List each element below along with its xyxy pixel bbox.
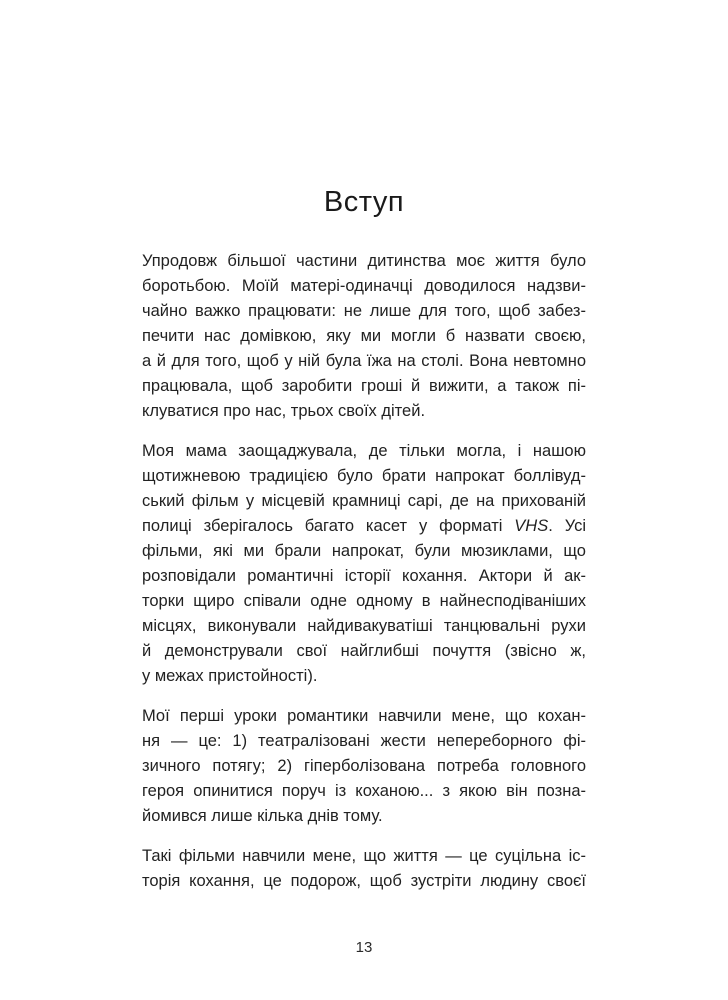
text-line (142, 439, 586, 464)
text-segment: а й для того, щоб у ній була їжа на столі. Вона невтомно (142, 352, 586, 370)
page-number: 13 (355, 939, 373, 956)
text-segment: Моя мама заощаджувала, де тільки могла, і нашою (142, 442, 586, 460)
text-line (142, 589, 586, 614)
text-line (142, 754, 586, 779)
text-line (142, 729, 586, 754)
text-segment: ський фільм у місцевій крамниці сарі, де на прихованій (142, 492, 586, 510)
text-segment: працювала, щоб заробити гроші й вижити, а також пі- (142, 377, 586, 395)
text-segment: ня — це: 1) театралізовані жести непереборного фі- (142, 732, 586, 750)
text-segment: торки щиро співали одне одному в найнесподіваніших (142, 592, 586, 610)
paragraph (142, 249, 586, 424)
text-segment: Упродовж більшої частини дитинства моє життя було (142, 252, 586, 270)
text-segment: й демонстрували свої найглибші почуття (звісно ж, (142, 642, 586, 660)
italic-text: VHS (514, 517, 549, 535)
text-line (142, 374, 586, 399)
text-segment: зичного потягу; 2) гіперболізована потреба головного (142, 757, 586, 775)
text-segment: боротьбою. Моїй матері-одиначці доводилося надзви- (142, 277, 586, 295)
chapter-title: Вступ (323, 186, 405, 218)
text-segment: печити нас домівкою, яку ми могли б назвати своєю, (142, 327, 586, 345)
text-line (142, 399, 586, 424)
text-segment: торія кохання, це подорож, щоб зустріти людину своєї (142, 872, 586, 890)
text-segment: полиці зберігалось багато касет у форматі (142, 517, 515, 535)
text-line (142, 489, 586, 514)
text-segment: . Усі (548, 517, 586, 535)
text-line (142, 564, 586, 589)
text-segment: місцях, виконували найдивакуватіші танцювальні рухи (142, 617, 586, 635)
paragraph (142, 844, 586, 894)
text-line (142, 664, 586, 689)
text-line (142, 274, 586, 299)
paragraph (142, 704, 586, 829)
text-segment: Мої перші уроки романтики навчили мене, що кохан- (142, 707, 586, 725)
text-segment: у межах пристойності). (142, 667, 318, 685)
text-line (142, 324, 586, 349)
text-segment: щотижневою традицією було брати напрокат боллівуд- (142, 467, 586, 485)
paragraph (142, 439, 586, 689)
text-line (142, 249, 586, 274)
text-line (142, 299, 586, 324)
text-line (142, 514, 586, 539)
text-line (142, 844, 586, 869)
text-line (142, 804, 586, 829)
text-segment: йомився лише кілька днів тому. (142, 807, 383, 825)
text-segment: фільми, які ми брали напрокат, були мюзиклами, що (142, 542, 586, 560)
text-line (142, 539, 586, 564)
text-segment: Такі фільми навчили мене, що життя — це суцільна іс- (142, 847, 586, 865)
text-segment: клуватися про нас, трьох своїх дітей. (142, 402, 426, 420)
text-line (142, 639, 586, 664)
text-line (142, 704, 586, 729)
text-segment: розповідали романтичні історії кохання. Актори й ак- (142, 567, 586, 585)
body-text (142, 249, 586, 894)
text-line (142, 869, 586, 894)
text-line (142, 779, 586, 804)
text-line (142, 614, 586, 639)
text-segment: чайно важко працювати: не лише для того, щоб забез- (142, 302, 586, 320)
text-line (142, 349, 586, 374)
text-segment: героя опинитися поруч із коханою... з якою він позна- (142, 782, 586, 800)
text-line (142, 464, 586, 489)
